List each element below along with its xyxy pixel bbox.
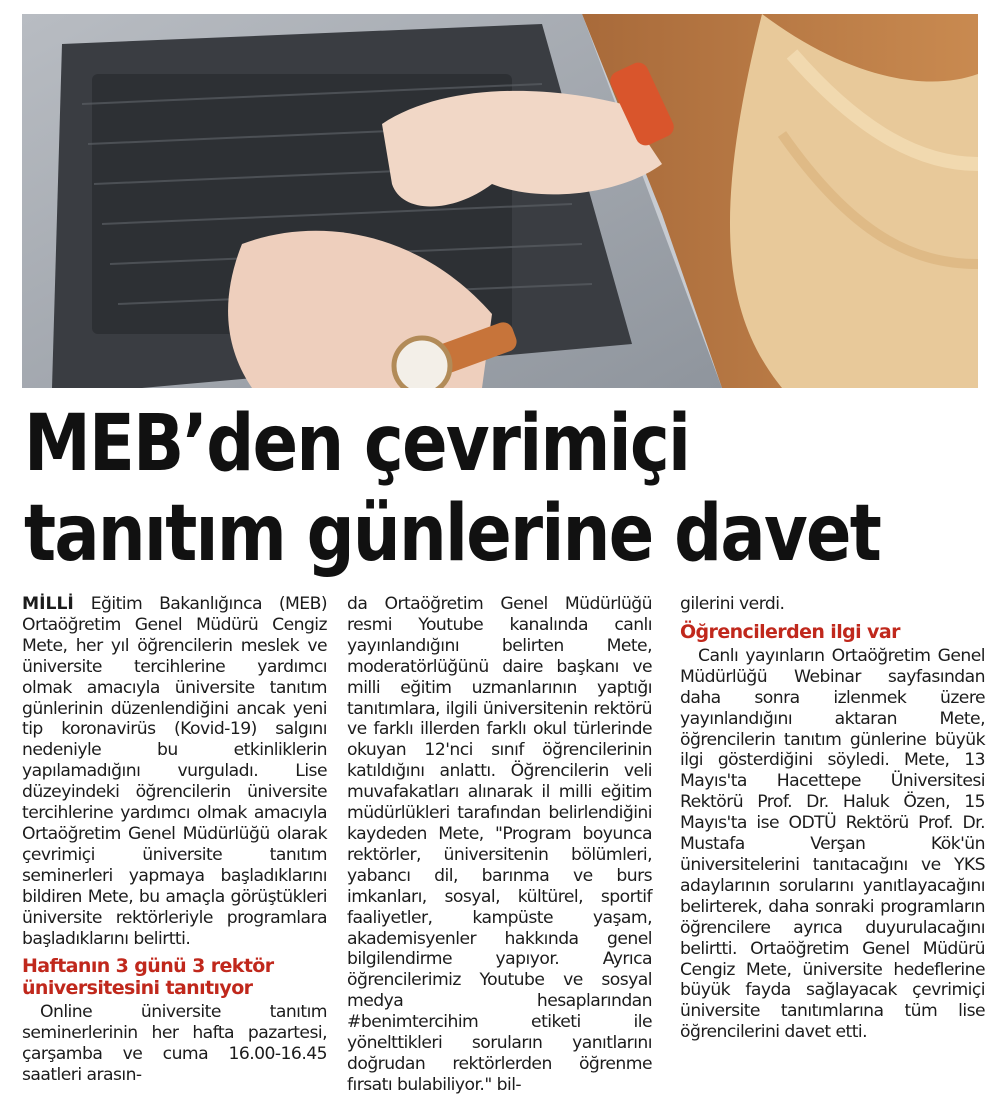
subhead-2: Öğrencilerden ilgi var [680, 620, 900, 643]
article-column-1 [22, 594, 327, 1086]
paragraph-2-part-1: Online üniversite tanıtım seminerlerinin her hafta pazartesi, çarşamba ve cuma 16.00-16.45 saatleri arasın- [22, 1002, 327, 1086]
paragraph-2-part-2: da Ortaöğretim Genel Müdürlüğü resmi Youtube kanalında canlı yayınlandığını belirten Mete, moderatörlüğünü daire başkanı ve milli eğitim uzmanlarının yaptığı tanıtımlara, ilgili üniversitenin rektörü ve farklı illerden farklı okul türlerinde okuyan 12'nci sınıf öğrencilerinin katıldığını anlattı. Öğrencilerin veli muvafakatları alınarak il milli eğitim müdürlükleri tarafından belirlendiğini kaydeden Mete, "Program boyunca rektörler, üniversitenin bölümleri, yabancı dil, barınma ve burs imkanları, sosyal, kültürel, sportif faaliyetler, kampüste yaşam, akademisyenler hakkında genel bilgilendirme yapıyor. Ayrıca öğrencilerimiz Youtube ve sosyal medya hesaplarından #benimtercihim etiketi ile yönelttikleri soruların yanıtlarını doğrudan rektörlerden öğrenme fırsatı bulabiliyor." bil- [347, 594, 652, 1095]
paragraph-3: Canlı yayınların Ortaöğretim Genel Müdürlüğü Webinar sayfasından daha sonra izlenmek üzere yayınlandığını aktaran Mete, öğrencilerin tanıtım günlerine büyük ilgi gösterdiğini söyledi. Mete, 13 Mayıs'ta Hacettepe Üniversitesi Rektörü Prof. Dr. Haluk Özen, 15 Mayıs'ta ise ODTÜ Rektörü Prof. Dr. Mustafa Verşan Kök'ün üniversitelerini tanıtacağını ve YKS adaylarının sorularını yanıtlayacağını belirterek, daha sonraki programların öğrencilere ayrıca duyurulacağını belirtti. Ortaöğretim Genel Müdürü Cengiz Mete, üniversite hedeflerine büyük fayda sağlayacak çevrimiçi üniversite tanıtımlarına tüm lise öğrencilerini davet etti. [680, 645, 985, 1043]
paragraph-1 [22, 594, 327, 949]
article-column-3 [680, 594, 985, 1043]
photo-illustration [22, 14, 978, 388]
article-column-2 [347, 594, 652, 1096]
headline-line-1: MEB’den çevrimiçi [24, 399, 690, 489]
subhead-1: Haftanın 3 günü 3 rektör üniversitesini tanıtıyor [22, 955, 274, 1000]
paragraph-1-text: Eğitim Bakanlığınca (MEB) Ortaöğretim Genel Müdürü Cengiz Mete, her yıl öğrencilerin meslek ve üniversite tercihlerine yardımcı olmak amacıyla üniversite tanıtım günlerinin düzenlendiğini ancak yeni tip koronavirüs (Kovid-19) salgını nedeniyle bu etkinliklerin yapılamadığını vurguladı. Lise düzeyindeki öğrencilerin üniversite tercihlerine yardımcı olmak amacıyla Ortaöğretim Genel Müdürlüğü olarak çevrimiçi üniversite tanıtım seminerleri yapmaya başladıklarını bildiren Mete, bu amaçla görüştükleri üniversite rektörleriyle programlara başladıklarını belirtti. [22, 594, 327, 949]
paragraph-2-part-3: gilerini verdi. [680, 594, 785, 614]
headline-line-2: tanıtım günlerine davet [24, 489, 881, 579]
lead-word: MİLLİ [22, 594, 74, 614]
laptop-typing-photo [22, 14, 978, 388]
